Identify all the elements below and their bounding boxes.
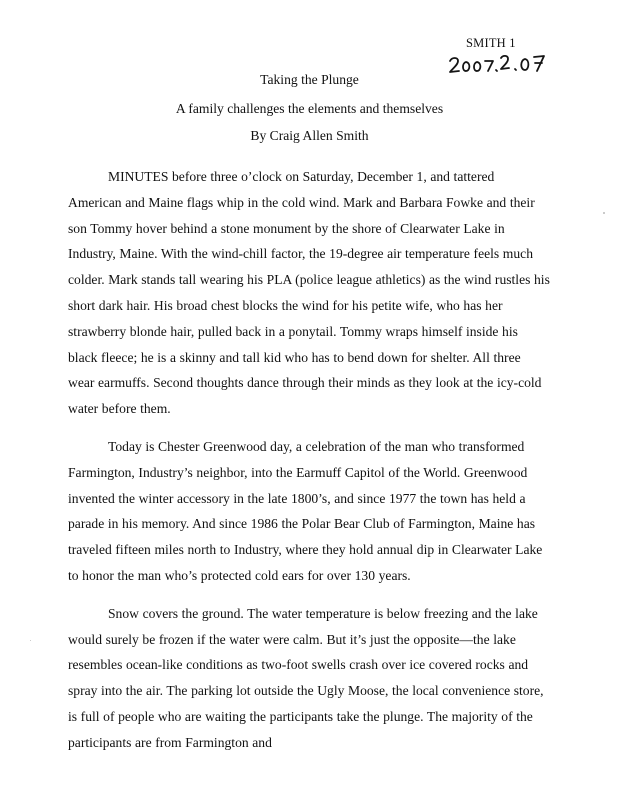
body-paragraph-1: MINUTES before three o’clock on Saturday, December 1, and tattered American and Maine flags whip in the cold wind. Mark and Barbara Fowke and their son Tommy hover behind a stone monument by the shore of Clearwater Lake in Industry, Maine. With the wind-chill factor, the 19-degree air temperature feels much colder. Mark stands tall wearing his PLA (police league athletics) as the wind rustles his short dark hair. His broad chest blocks the wind for his petite wife, who has her strawberry blonde hair, pulled back in a ponytail. Tommy wraps himself inside his black fleece; he is a skinny and tall kid who has to bend down for shelter. All three wear earmuffs. Second thoughts dance through their minds as they look at the icy-cold water before them.: [68, 169, 550, 417]
body-paragraph-2: Today is Chester Greenwood day, a celebration of the man who transformed Farmington, Industry’s neighbor, into the Earmuff Capitol of the World. Greenwood invented the winter accessory in the late 1800’s, and since 1977 the town has held a parade in his memory. And since 1986 the Polar Bear Club of Farmington, Maine has traveled fifteen miles north to Industry, where they hold annual dip in Clearwater Lake to honor the man who’s protected cold ears for over 130 years.: [68, 438, 543, 583]
scan-speck: [603, 212, 605, 214]
article-body: [68, 164, 550, 768]
article-title: Taking the Plunge: [260, 72, 359, 87]
article-subtitle: A family challenges the elements and themselves: [175, 101, 444, 116]
scan-speck: [30, 640, 31, 641]
article-byline: By Craig Allen Smith: [250, 128, 369, 143]
body-paragraph-3: Snow covers the ground. The water temperature is below freezing and the lake would surely be frozen if the water were calm. But it’s just the opposite—the lake resembles ocean-like conditions as two-foot swells crash over ice covered rocks and spray into the air. The parking lot outside the Ugly Moose, the local convenience store, is full of people who are waiting the participants take the plunge. The majority of the participants are from Farmington and: [68, 605, 544, 750]
page-header-label: SMITH 1: [466, 36, 516, 50]
